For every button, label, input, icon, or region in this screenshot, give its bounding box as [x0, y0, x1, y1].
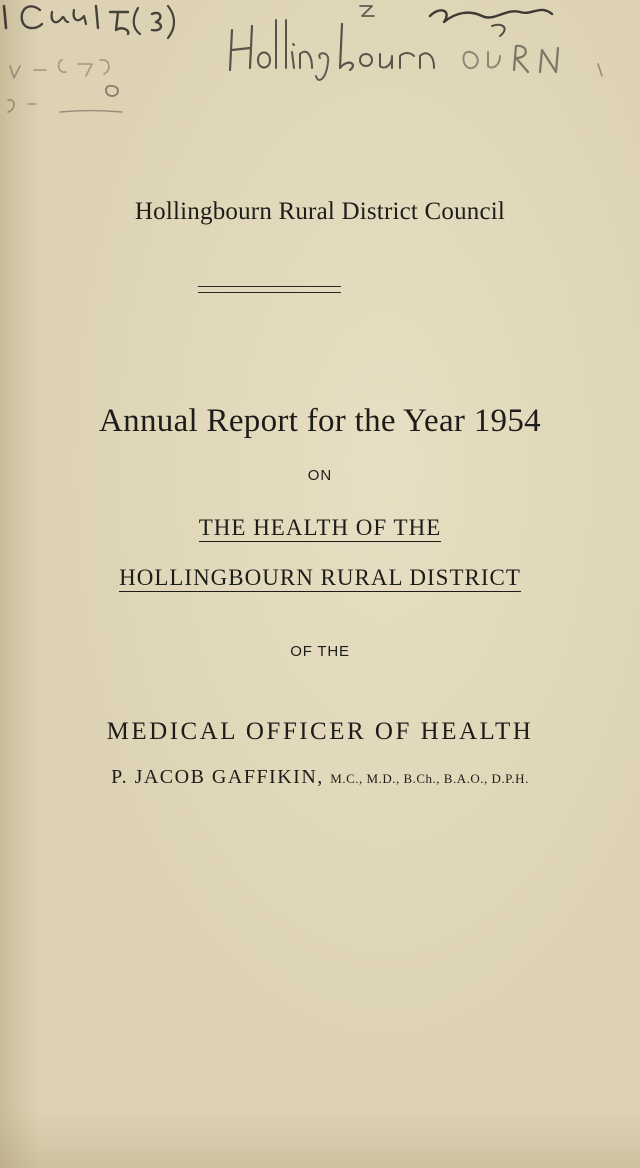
double-rule-divider	[198, 286, 341, 293]
officer-name-line	[0, 766, 640, 789]
report-title: Annual Report for the Year 1954	[99, 403, 541, 439]
subject-line-1-text: THE HEALTH OF THE	[199, 516, 442, 542]
handwritten-archive-annotation	[0, 0, 640, 130]
officer-name: P. JACOB GAFFIKIN,	[111, 766, 324, 788]
connector-on: ON	[307, 467, 333, 484]
council-name: Hollingbourn Rural District Council	[134, 198, 506, 225]
subject-line-2-text: HOLLINGBOURN RURAL DISTRICT	[119, 566, 521, 592]
officer-qualifications: M.C., M.D., B.Ch., B.A.O., D.P.H.	[330, 771, 529, 786]
officer-role: MEDICAL OFFICER OF HEALTH	[106, 718, 534, 745]
connector-of-the: OF THE	[290, 643, 350, 660]
subject-line-1	[0, 515, 640, 542]
subject-line-2	[0, 565, 640, 592]
